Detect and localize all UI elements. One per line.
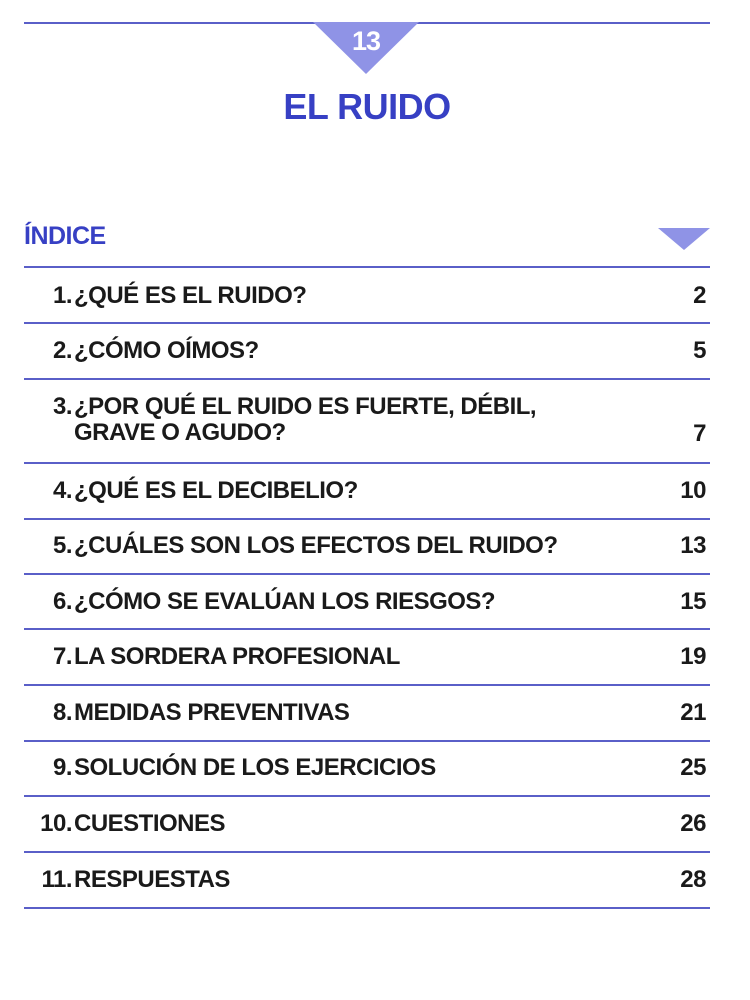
index-triangle-icon — [658, 228, 710, 250]
toc-entry-page: 25 — [680, 754, 706, 781]
toc-entry-title: ¿CÓMO OÍMOS? — [74, 337, 259, 364]
divider — [24, 266, 710, 268]
divider — [24, 740, 710, 742]
toc-entry-number: 11. — [41, 866, 72, 893]
toc-entry-page: 10 — [680, 477, 706, 504]
toc-entry-page: 15 — [680, 588, 706, 615]
toc-entry-number: 4. — [52, 477, 72, 504]
toc-entry-number: 1. — [52, 282, 72, 309]
divider — [24, 628, 710, 630]
toc-entry-title: RESPUESTAS — [74, 866, 230, 893]
toc-entry-number: 10. — [40, 810, 72, 837]
divider — [24, 462, 710, 464]
toc-entry-title: ¿QUÉ ES EL RUIDO? — [74, 282, 307, 309]
toc-entry-number: 5. — [52, 532, 72, 559]
toc-entry-title-line2: GRAVE O AGUDO? — [74, 419, 286, 446]
toc-entry-number: 7. — [52, 643, 72, 670]
toc-entry-page: 19 — [680, 643, 706, 670]
toc-entry-page: 13 — [680, 532, 706, 559]
toc-entry-title: ¿QUÉ ES EL DECIBELIO? — [74, 477, 358, 504]
divider — [24, 684, 710, 686]
toc-entry-number: 9. — [52, 754, 72, 781]
toc-entry-page: 28 — [680, 866, 706, 893]
toc-entry-title: MEDIDAS PREVENTIVAS — [74, 699, 350, 726]
divider — [24, 795, 710, 797]
toc-entry-title: ¿CUÁLES SON LOS EFECTOS DEL RUIDO? — [74, 532, 558, 559]
toc-entry-title: ¿CÓMO SE EVALÚAN LOS RIESGOS? — [74, 588, 496, 615]
toc-entry-number: 3. — [52, 393, 72, 420]
divider — [24, 378, 710, 380]
toc-entry-title-line1: ¿POR QUÉ EL RUIDO ES FUERTE, DÉBIL, — [74, 393, 537, 420]
toc-entry-page: 2 — [693, 282, 706, 309]
page-title: EL RUIDO — [283, 86, 451, 127]
divider — [24, 573, 710, 575]
divider — [24, 518, 710, 520]
toc-entry-page: 7 — [693, 420, 706, 447]
index-heading: ÍNDICE — [24, 222, 106, 250]
toc-entry-page: 26 — [680, 810, 706, 837]
toc-entry-page: 5 — [693, 337, 706, 364]
toc-entry-number: 8. — [52, 699, 72, 726]
toc-entry-number: 6. — [52, 588, 72, 615]
toc-entry-title: SOLUCIÓN DE LOS EJERCICIOS — [74, 754, 436, 781]
toc-entry-page: 21 — [680, 699, 706, 726]
divider — [24, 907, 710, 909]
chapter-number: 13 — [351, 26, 381, 56]
divider — [24, 851, 710, 853]
toc-entry-number: 2. — [52, 337, 72, 364]
divider — [24, 322, 710, 324]
toc-entry-title: CUESTIONES — [74, 810, 226, 837]
toc-entry-title: LA SORDERA PROFESIONAL — [74, 643, 400, 670]
chapter-badge — [313, 22, 419, 74]
